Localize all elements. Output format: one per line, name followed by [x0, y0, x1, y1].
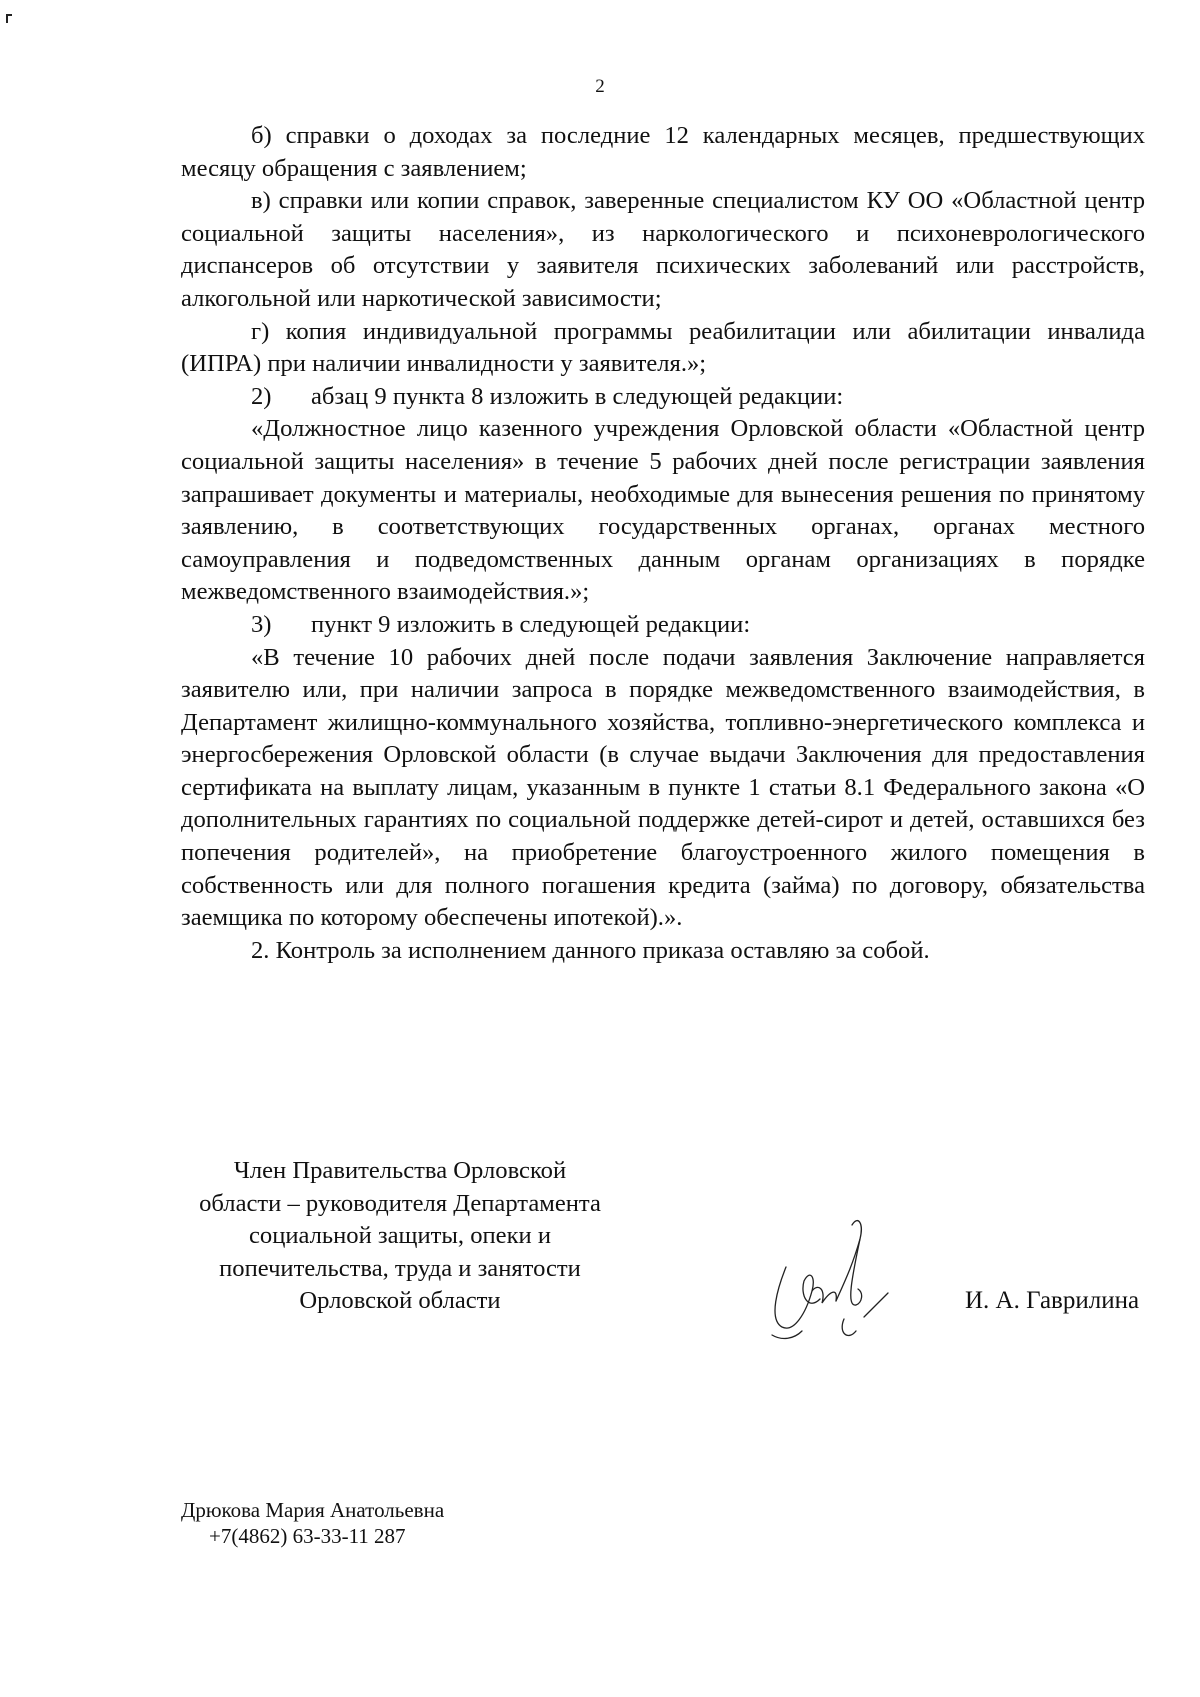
position-line: Член Правительства Орловской: [233, 1157, 567, 1184]
item-2-text: абзац 9 пункта 8 изложить в следующей редакции:: [311, 382, 844, 410]
signer-name: И. А. Гаврилина: [965, 1287, 1140, 1314]
paragraph-official-quote: «Должностное лицо казенного учреждения Орловской области «Областной центр социальной защиты населения» в течение 5 рабочих дней после регистрации заявления запрашивает документы и материалы, необходимые для вынесения решения по принятому заявлению, в соответствующих государственных органах, органах местного самоуправления и подведомственных данным органам организациях в порядке межведомственного взаимодействия.»;: [181, 415, 1145, 606]
signer-position: [140, 1155, 660, 1318]
executor-name: Дрюкова Мария Анатольевна: [181, 1498, 445, 1522]
position-line: социальной защиты, опеки и: [248, 1222, 552, 1250]
handwritten-signature: [748, 1185, 908, 1345]
paragraph-b: б) справки о доходах за последние 12 календарных месяцев, предшествующих месяцу обращения с заявлением;: [181, 122, 1145, 182]
paragraph-v: в) справки или копии справок, заверенные специалистом КУ ОО «Областной центр социальной защиты населения», из наркологического и психоневрологического диспансеров об отсутствии у заявителя психических заболеваний или расстройств, алкогольной или наркотической зависимости;: [181, 187, 1145, 312]
item-3-text: пункт 9 изложить в следующей редакции:: [311, 610, 751, 638]
position-line: Орловской области: [299, 1287, 501, 1315]
scan-corner-mark: [6, 14, 13, 23]
page-number: 2: [595, 76, 605, 97]
item-3-number: 3): [251, 610, 272, 638]
position-line: попечительства, труда и занятости: [219, 1254, 581, 1282]
item-2-number: 2): [251, 382, 272, 410]
position-line: области – руководителя Департамента: [199, 1189, 601, 1217]
paragraph-conclusion-quote: «В течение 10 рабочих дней после подачи заявления Заключение направляется заявителю или, при наличии запроса в порядке межведомственного взаимодействия, в Департамент жилищно-коммунального хозяйства, топливно-энергетического комплекса и энергосбережения Орловской области (в случае выдачи Заключения для предоставления сертификата на выплату лицам, указанным в пункте 1 статьи 8.1 Федерального закона «О дополнительных гарантиях по социальной поддержке детей-сирот и детей, оставшихся без попечения родителей», на приобретение благоустроенного жилого помещения в собственность или для полного погашения кредита (займа) по договору, обязательства заемщика по которому обеспечены ипотекой).».: [181, 643, 1145, 932]
item-3: [181, 609, 1145, 642]
document-body: [181, 120, 1145, 967]
paragraph-control: 2. Контроль за исполнением данного приказа оставляю за собой.: [251, 936, 930, 964]
paragraph-g: г) копия индивидуальной программы реабилитации или абилитации инвалида (ИПРА) при наличии инвалидности у заявителя.»;: [181, 317, 1145, 378]
item-2: [181, 381, 1145, 414]
executor-phone: +7(4862) 63-33-11 287: [209, 1524, 406, 1548]
executor-contact: [181, 1497, 444, 1549]
